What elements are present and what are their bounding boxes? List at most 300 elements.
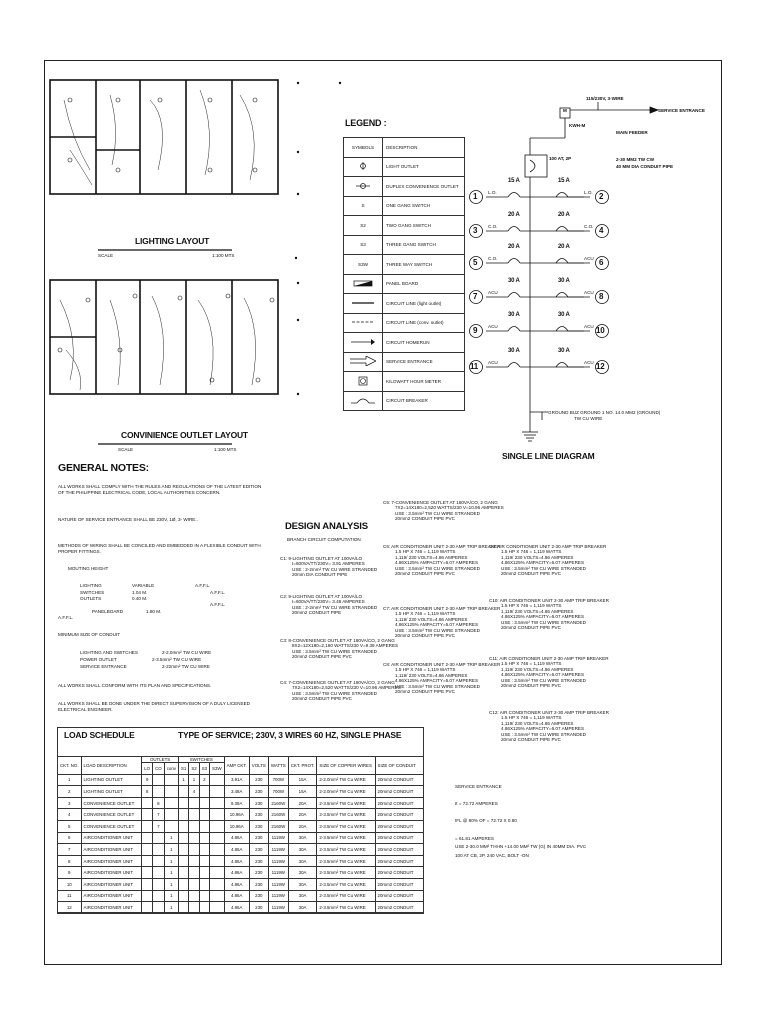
circuit-breaker-icon xyxy=(556,327,568,332)
cell-wire: 2-3.5mm² TW Cu WIRE xyxy=(317,832,375,844)
cell-cv xyxy=(164,797,178,809)
cell-cond: 20mm2 CONDUIT xyxy=(375,774,423,786)
general-notes-title: GENERAL NOTES: xyxy=(58,462,149,474)
mount-row: 1.04 M. xyxy=(132,590,148,595)
cell-amp: 3.91A xyxy=(224,774,249,786)
circuit-number: 1 xyxy=(473,192,478,201)
legend-title: LEGEND : xyxy=(345,118,387,128)
conduit-row: LIGHTING AND SWITCHES xyxy=(80,650,138,655)
cell-s2: 1 xyxy=(189,774,199,786)
cell-s2: 4 xyxy=(189,786,199,798)
legend-item-desc: SERVICE ENTRANCE xyxy=(383,352,465,372)
cell-desc: LIGHTING OUTLET xyxy=(81,786,142,798)
cell-cv: 1 xyxy=(164,832,178,844)
design-line-c10: 4.86X125% AMPACITY=6.07 AMPERES xyxy=(501,614,585,620)
cell-desc: LIGHTING OUTLET xyxy=(81,774,142,786)
main-feeder-label: MAIN FEEDER xyxy=(616,130,648,135)
cell-lo xyxy=(142,902,153,914)
cell-no: 11 xyxy=(58,890,82,902)
load-schedule-table xyxy=(57,756,424,914)
design-analysis-title: DESIGN ANALYSIS xyxy=(285,521,368,532)
legend-item-symbol: S3 xyxy=(344,235,383,255)
cell-cond: 20mm2 CONDUIT xyxy=(375,786,423,798)
feeder-spec-2: 40 MM DIA CONDUIT PIPE xyxy=(616,164,674,169)
design-line-c11: 20mm2 CONDUIT PIPE PVC xyxy=(501,683,561,688)
cell-s1 xyxy=(178,820,188,832)
cell-desc: CONVENIENCE OUTLET xyxy=(81,820,142,832)
circuit-number: 7 xyxy=(473,292,478,301)
breaker-rating: 30 A xyxy=(558,348,570,354)
cell-w: 1119W xyxy=(268,867,288,879)
cell-s3w xyxy=(210,809,225,821)
cell-cv: 1 xyxy=(164,878,178,890)
cell-cv: 1 xyxy=(164,855,178,867)
cell-w: 700W xyxy=(268,786,288,798)
legend-item-desc: CIRCUIT BREAKER xyxy=(383,391,465,411)
conduit-row: 2-2.0mm² TW CU WIRE xyxy=(162,650,212,655)
cell-no: 9 xyxy=(58,867,82,879)
load-type: ACU xyxy=(488,360,498,365)
design-line-c6: USE : 3.5mm² TW CU WIRE STRANDED xyxy=(395,565,480,571)
design-line-c5: 20mm2 CONDUIT PIPE PVC xyxy=(395,516,455,522)
design-line-c12: C12: AIR CONDITIONER UNIT 2-30 AMP TRIP BREAKER xyxy=(489,710,609,715)
lighting-scale-value: 1:100 MTS xyxy=(212,253,235,258)
design-line-c10: C10: AIR CONDITIONER UNIT 2-30 AMP TRIP BREAKER xyxy=(489,598,609,603)
table-row xyxy=(58,867,424,879)
cell-cond: 20mm2 CONDUIT xyxy=(375,797,423,809)
cell-cond: 20mm2 CONDUIT xyxy=(375,890,423,902)
cell-s1 xyxy=(178,890,188,902)
design-line-c3: 20mm2 CONDUIT PIPE PVC xyxy=(292,654,352,660)
design-line-service: It = 72.72 AMPERES xyxy=(455,801,498,807)
cell-v: 230 xyxy=(249,774,268,786)
cell-v: 230 xyxy=(249,867,268,879)
cell-s3w xyxy=(210,855,225,867)
cell-co: 8 xyxy=(153,797,165,809)
cell-v: 230 xyxy=(249,878,268,890)
ground-label: GROUND BUZ GROUND 1 NO. 14.0 MM2 (GROUND) xyxy=(548,410,661,415)
design-line-c8: 1.5 HP X 746 = 1,119 WATTS xyxy=(395,667,456,673)
cell-s2 xyxy=(189,855,199,867)
cell-no: 3 xyxy=(58,797,82,809)
cell-desc: CONVENIENCE OUTLET xyxy=(81,797,142,809)
cell-p: 30A xyxy=(288,890,317,902)
load-type: ACU xyxy=(584,256,594,261)
col-co: CO xyxy=(153,763,165,775)
design-line-c3: USE : 3.5mm² TW CU WIRE STRANDED xyxy=(292,648,377,654)
design-line-c12: 1,119/ 230 VOLTS=4.86 AMPERES xyxy=(501,720,574,726)
cell-amp: 10.96A xyxy=(224,820,249,832)
cell-cv: 1 xyxy=(164,867,178,879)
cell-cond: 20mm2 CONDUIT xyxy=(375,832,423,844)
cell-desc: CONVENIENCE OUTLET xyxy=(81,809,142,821)
cell-cv xyxy=(164,809,178,821)
legend-header-symbols: SYMBOLS xyxy=(344,138,383,158)
cell-w: 700W xyxy=(268,774,288,786)
cell-lo xyxy=(142,878,153,890)
load-type: ACU xyxy=(488,290,498,295)
design-line-c9: 1,119/ 230 VOLTS=4.86 AMPERES xyxy=(501,554,574,560)
circuit-breaker-icon xyxy=(508,327,520,332)
cell-co: 7 xyxy=(153,820,165,832)
cell-p: 30A xyxy=(288,832,317,844)
circuit-number: 11 xyxy=(470,362,479,371)
cell-lo xyxy=(142,855,153,867)
note-5a: ALL WORKS SHALL BE DONE UNDER THE DIRECT SUPERVISION OF A DULY LICENSED xyxy=(58,701,250,706)
legend-item-symbol: S xyxy=(344,196,383,216)
cell-s3w xyxy=(210,774,225,786)
cell-desc: AIRCONDITIONER UNIT xyxy=(81,844,142,856)
design-line-c10: USE : 3.5mm² TW CU WIRE STRANDED xyxy=(501,619,586,625)
design-line-c9: 20mm2 CONDUIT PIPE PVC xyxy=(501,571,561,576)
design-line-c7: USE : 3.5mm² TW CU WIRE STRANDED xyxy=(395,627,480,633)
table-row xyxy=(58,786,424,798)
cell-co xyxy=(153,867,165,879)
main-breaker-label: 100 AT, 2P xyxy=(549,156,572,161)
mount-row: VARIABLE xyxy=(132,583,155,588)
col-prot: CKT. PROT. xyxy=(288,757,317,775)
cell-co xyxy=(153,774,165,786)
cell-s3w xyxy=(210,890,225,902)
service-entrance-label: SERVICE ENTRANCE xyxy=(658,108,705,113)
cell-lo xyxy=(142,844,153,856)
breaker-rating: 15 A xyxy=(508,178,520,184)
cell-s2 xyxy=(189,867,199,879)
design-line-service: IFL @ 80% OF = 72.72 X 0.80 xyxy=(455,818,517,824)
col-conv: conv xyxy=(164,763,178,775)
cell-wire: 2-3.5mm² TW Cu WIRE xyxy=(317,890,375,902)
cell-s2 xyxy=(189,844,199,856)
col-s3w: S3W xyxy=(210,763,225,775)
cell-s3w xyxy=(210,820,225,832)
cell-s3 xyxy=(199,832,209,844)
design-line-c1: C1: 9-LIGHTING OUTLET AT 100VA/LO xyxy=(280,556,363,561)
breaker-rating: 30 A xyxy=(558,312,570,318)
cell-w: 1119W xyxy=(268,855,288,867)
cell-s2 xyxy=(189,797,199,809)
breaker-rating: 30 A xyxy=(508,348,520,354)
col-desc: LOAD DESCRIPTION xyxy=(81,757,142,775)
cell-s1 xyxy=(178,797,188,809)
lighting-layout-title: LIGHTING LAYOUT xyxy=(135,236,210,246)
lighting-scale-label: SCALE xyxy=(98,253,114,258)
cell-desc: AIRCONDITIONER UNIT xyxy=(81,832,142,844)
cell-lo xyxy=(142,797,153,809)
cell-co: 7 xyxy=(153,809,165,821)
circuit-number: 5 xyxy=(473,258,478,267)
legend-header-description: DESCRIPTION xyxy=(383,138,465,158)
design-line-c5: C5: 7-CONVENIENCE OUTLET AT 180VA/CO, 2 GANG xyxy=(383,500,498,505)
cell-p: 30A xyxy=(288,878,317,890)
design-line-c12: 1.5 HP X 746 = 1,119 WATTS xyxy=(501,715,562,721)
col-conduit: SIZE OF CONDUIT xyxy=(375,757,423,775)
cell-p: 15A xyxy=(288,786,317,798)
design-line-c7: 4.86X125% AMPACITY=6.07 AMPERES xyxy=(395,622,479,628)
load-type: ACU xyxy=(584,290,594,295)
cell-cond: 20mm2 CONDUIT xyxy=(375,844,423,856)
circuit-number: 12 xyxy=(596,362,605,371)
legend-item-desc: TWO GANG SWITCH xyxy=(383,216,465,236)
cell-lo xyxy=(142,809,153,821)
circuit-breaker-icon xyxy=(508,193,520,198)
circuit-number: 10 xyxy=(596,326,605,335)
circuit-breaker-icon xyxy=(508,293,520,298)
cell-amp: 4.86A xyxy=(224,902,249,914)
mount-row: 0.40 M. xyxy=(132,596,148,601)
cell-v: 230 xyxy=(249,832,268,844)
design-line-c9: C9: AIR CONDITIONER UNIT 2-30 AMP TRIP BREAKER xyxy=(489,544,607,549)
design-line-c2: C2: 9-LIGHTING OUTLET AT 100VA/LO xyxy=(280,594,363,599)
cell-w: 2160W xyxy=(268,797,288,809)
cell-co xyxy=(153,855,165,867)
design-line-c8: 1,119/ 230 VOLTS=4.86 AMPERES xyxy=(395,672,468,678)
col-outlets: OUTLETS xyxy=(142,757,179,763)
cell-s3w xyxy=(210,867,225,879)
cell-desc: AIRCONDITIONER UNIT xyxy=(81,890,142,902)
design-line-c4: USE : 3.5mm² TW CU WIRE STRANDED xyxy=(292,690,377,696)
ground-label-2: TW CU WIRE xyxy=(574,416,603,421)
cell-p: 20A xyxy=(288,809,317,821)
cell-w: 1119W xyxy=(268,844,288,856)
cell-s3 xyxy=(199,878,209,890)
legend-item-desc: THREE WAY SWITCH xyxy=(383,255,465,275)
cell-s3 xyxy=(199,820,209,832)
load-schedule-title: LOAD SCHEDULE xyxy=(64,730,135,740)
legend-item-symbol: S2 xyxy=(344,216,383,236)
mount-row: A.F.F.L. xyxy=(195,583,211,588)
load-type: C.O. xyxy=(488,256,498,261)
affl-label: A.F.F.L. xyxy=(58,615,74,620)
design-line-c4: 7X2=14X180=2,520 WATTS/230 V=10.96 AMPERES xyxy=(292,685,401,691)
load-type: L.O. xyxy=(488,190,497,195)
cell-desc: AIRCONDITIONER UNIT xyxy=(81,878,142,890)
design-line-c12: USE : 3.5mm² TW CU WIRE STRANDED xyxy=(501,731,586,737)
cell-no: 4 xyxy=(58,809,82,821)
load-type: ACU xyxy=(488,324,498,329)
cell-s1 xyxy=(178,878,188,890)
cell-amp: 4.86A xyxy=(224,855,249,867)
table-row xyxy=(58,832,424,844)
cell-cond: 20mm2 CONDUIT xyxy=(375,820,423,832)
mounting-height-label: MOUTING HEIGHT xyxy=(68,566,109,571)
mount-row: A.F.F.L. xyxy=(210,590,226,595)
cell-s3 xyxy=(199,902,209,914)
design-line-c7: 1.5 HP X 746 = 1,119 WATTS xyxy=(395,611,456,617)
design-line-c11: 1,119/ 230 VOLTS=4.86 AMPERES xyxy=(501,666,574,672)
kwh-meter-icon: M xyxy=(563,108,567,113)
design-line-c8: USE : 3.5mm² TW CU WIRE STRANDED xyxy=(395,683,480,689)
mount-row: PANELBOARD xyxy=(92,609,124,614)
design-line-c6: 20mm2 CONDUIT PIPE PVC xyxy=(395,571,455,576)
design-line-c11: 4.86X125% AMPACITY=6.07 AMPERES xyxy=(501,672,585,678)
design-line-c12: 4.86X125% AMPACITY=6.07 AMPERES xyxy=(501,726,585,732)
breaker-rating: 30 A xyxy=(558,278,570,284)
breaker-rating: 15 A xyxy=(558,178,570,184)
cell-v: 230 xyxy=(249,820,268,832)
col-switches: SWITCHES xyxy=(178,757,224,763)
cell-v: 230 xyxy=(249,844,268,856)
circuit-breaker-icon xyxy=(556,227,568,232)
cell-desc: AIRCONDITIONER UNIT xyxy=(81,902,142,914)
breaker-rating: 20 A xyxy=(508,212,520,218)
cell-lo xyxy=(142,890,153,902)
design-line-c11: USE : 3.5mm² TW CU WIRE STRANDED xyxy=(501,677,586,683)
cell-wire: 2-3.5mm² TW Cu WIRE xyxy=(317,809,375,821)
circuit-number: 3 xyxy=(473,226,478,235)
cell-no: 10 xyxy=(58,878,82,890)
cell-v: 230 xyxy=(249,890,268,902)
design-line-c9: 1.5 HP X 746 = 1,119 WATTS xyxy=(501,549,562,555)
design-line-c9: USE : 3.5mm² TW CU WIRE STRANDED xyxy=(501,565,586,571)
breaker-rating: 30 A xyxy=(508,312,520,318)
meter-label: KWH-M xyxy=(569,123,586,128)
note-1b: OF THE PHILIPPINE ELECTRICAL CODE, LOCAL AUTHORITIES CONCERN. xyxy=(58,490,221,495)
cell-cv: 1 xyxy=(164,902,178,914)
conduit-row: 2-22mm² TW CU WIRE xyxy=(162,664,210,669)
cell-s3 xyxy=(199,844,209,856)
load-type: ACU xyxy=(584,324,594,329)
legend-item-desc: ONE GANG SWITCH xyxy=(383,196,465,216)
load-type: C.O. xyxy=(584,224,594,229)
cell-cond: 20mm2 CONDUIT xyxy=(375,867,423,879)
col-amp: AMP CKT. xyxy=(224,757,249,775)
cell-cv: 1 xyxy=(164,844,178,856)
cell-s3 xyxy=(199,797,209,809)
design-line-c1: 20mm DIA CONDUIT PIPE xyxy=(292,572,348,578)
cell-wire: 2-3.5mm² TW Cu WIRE xyxy=(317,902,375,914)
conduit-row: SERVICE ENTRANCE xyxy=(80,664,127,669)
cell-s2 xyxy=(189,878,199,890)
table-row xyxy=(58,878,424,890)
cell-lo xyxy=(142,820,153,832)
cell-wire: 2-3.5mm² TW Cu WIRE xyxy=(317,867,375,879)
breaker-rating: 20 A xyxy=(558,244,570,250)
cell-s1 xyxy=(178,844,188,856)
design-line-c6: C6: AIR CONDITIONER UNIT 2-30 AMP TRIP BREAKER xyxy=(383,544,501,549)
design-line-c1: I=600VA/TT/230V= 3.91 AMPERES xyxy=(292,561,365,567)
cell-cond: 20mm2 CONDUIT xyxy=(375,809,423,821)
design-line-c10: 20mm2 CONDUIT PIPE PVC xyxy=(501,625,561,630)
cell-co xyxy=(153,786,165,798)
table-row xyxy=(58,774,424,786)
cell-co xyxy=(153,844,165,856)
design-line-c6: 1.5 HP X 746 = 1,119 WATTS xyxy=(395,549,456,555)
cell-cv xyxy=(164,774,178,786)
cell-no: 8 xyxy=(58,855,82,867)
cell-s3 xyxy=(199,867,209,879)
cell-amp: 4.86A xyxy=(224,844,249,856)
design-line-c1: USE : 2-2mm² TW CU WIRE STRANDED xyxy=(292,566,378,572)
load-type: ACU xyxy=(584,360,594,365)
design-line-c4: C4: 7-CONVENIENCE OUTLET AT 180VA/CO, 2 GANG xyxy=(280,680,395,685)
cell-cv xyxy=(164,786,178,798)
cell-wire: 2-2.0mm² TW Cu WIRE xyxy=(317,774,375,786)
design-line-c10: 1.5 HP X 746 = 1,119 WATTS xyxy=(501,603,562,609)
circuit-number: 9 xyxy=(473,326,478,335)
design-line-c5: USE : 3.5mm² TW CU WIRE STRANDED xyxy=(395,510,480,516)
cell-w: 2160W xyxy=(268,820,288,832)
design-line-c12: 20mm2 CONDUIT PIPE PVC xyxy=(501,737,561,742)
table-row xyxy=(58,797,424,809)
design-line-c11: 1.5 HP X 746 = 1,119 WATTS xyxy=(501,661,562,667)
cell-s3 xyxy=(199,809,209,821)
col-ckt: CKT. NO. xyxy=(58,757,82,775)
note-3b: PROPER FITTINGS. xyxy=(58,549,101,554)
note-3a: METHODS OF WIRING SHALL BE CONCILED AND EMBEDDED IN A FLEXIBLE CONDUIT WITH xyxy=(58,543,261,548)
table-row xyxy=(58,855,424,867)
circuit-breaker-icon xyxy=(556,259,568,264)
col-volts: VOLTS xyxy=(249,757,268,775)
cell-no: 5 xyxy=(58,820,82,832)
cell-wire: 2-3.5mm² TW Cu WIRE xyxy=(317,820,375,832)
cell-cond: 20mm2 CONDUIT xyxy=(375,878,423,890)
cell-wire: 2-3.5mm² TW Cu WIRE xyxy=(317,878,375,890)
col-lo: LO xyxy=(142,763,153,775)
single-line-title: SINGLE LINE DIAGRAM xyxy=(502,451,595,461)
legend-item-symbol: S3W xyxy=(344,255,383,275)
note-2: NATURE OF SERVICE ENTRANCE SHALL BE 230V, 1Ø, 3- WIRE.. xyxy=(58,517,198,522)
cell-p: 20A xyxy=(288,797,317,809)
cell-s3: 2 xyxy=(199,774,209,786)
circuit-number: 2 xyxy=(599,192,604,201)
col-watts: WATTS xyxy=(268,757,288,775)
circuit-breaker-icon xyxy=(556,193,568,198)
cell-no: 12 xyxy=(58,902,82,914)
cell-wire: 2-3.5mm² TW Cu WIRE xyxy=(317,797,375,809)
cell-no: 7 xyxy=(58,844,82,856)
design-line-service: USE 2-30.0 MM² THHN +14.00 MM² TW (G) IN 40MM DIA. PVC xyxy=(455,844,587,850)
feeder-spec-1: 2-30 MM2 TW CW xyxy=(616,157,655,162)
outlet-scale-label: SCALE xyxy=(118,447,134,452)
service-type-title: TYPE OF SERVICE; 230V, 3 WIRES 60 HZ, SINGLE PHASE xyxy=(178,730,402,740)
cell-s3w xyxy=(210,844,225,856)
design-line-c4: 20mm2 CONDUIT PIPE PVC xyxy=(292,696,352,702)
cell-co xyxy=(153,890,165,902)
cell-cv xyxy=(164,820,178,832)
design-line-c7: 1,119/ 230 VOLTS=4.86 AMPERES xyxy=(395,616,468,622)
cell-no: 2 xyxy=(58,786,82,798)
cell-s3w xyxy=(210,878,225,890)
cell-v: 230 xyxy=(249,855,268,867)
circuit-number: 6 xyxy=(599,258,604,267)
cell-lo xyxy=(142,867,153,879)
cell-s1: 1 xyxy=(178,774,188,786)
cell-v: 230 xyxy=(249,786,268,798)
circuit-breaker-icon xyxy=(508,227,520,232)
design-line-c3: C3: 8-CONVENIENCE OUTLET AT 180VA/CO, 2 GANG xyxy=(280,638,395,643)
circuit-breaker-icon xyxy=(508,363,520,368)
mount-row: 1.80 M. xyxy=(146,609,162,614)
cell-w: 1119W xyxy=(268,902,288,914)
legend-item-desc: CIRCUIT LINE (conv. outlet) xyxy=(383,313,465,333)
design-line-c3: 8X2=12X180=2,160 WATTS/230 V=9.39 AMPERES xyxy=(292,643,399,649)
cell-w: 2160W xyxy=(268,809,288,821)
cell-co xyxy=(153,878,165,890)
design-analysis-subtitle: BRANCH CIRCUIT COMPUTATION xyxy=(287,537,361,542)
cell-w: 1119W xyxy=(268,878,288,890)
design-line-c7: C7: AIR CONDITIONER UNIT 2-30 AMP TRIP BREAKER xyxy=(383,606,501,611)
legend-item-desc: CIRCUIT LINE (light outlet) xyxy=(383,294,465,314)
cell-s1 xyxy=(178,902,188,914)
cell-s1 xyxy=(178,809,188,821)
min-conduit-label: MINIMUM SIZE OF CONDUIT xyxy=(58,632,121,637)
col-s1: S1 xyxy=(178,763,188,775)
outlet-scale-value: 1:100 MTS xyxy=(214,447,237,452)
design-line-c6: 4.86X125% AMPACITY=6.07 AMPERES xyxy=(395,560,479,566)
cell-amp: 4.86A xyxy=(224,832,249,844)
note-1a: ALL WORKS SHALL COMPLY WITH THE RULES AND REGULATIONS OF THE LATEST EDITION xyxy=(58,484,262,489)
legend-item-desc: KILOWATT HOUR METER xyxy=(383,372,465,392)
